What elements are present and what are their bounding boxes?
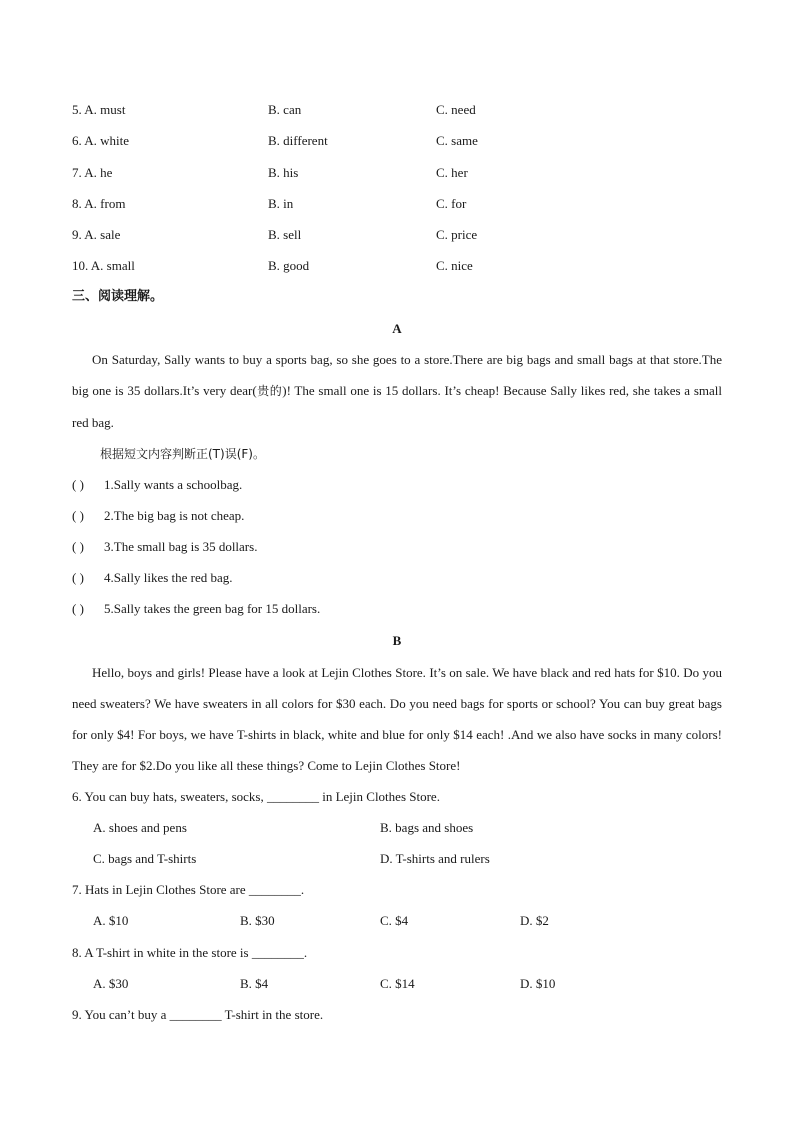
option-b-9: B. sell: [268, 227, 302, 242]
tf-item-text: 1.Sally wants a schoolbag.: [104, 477, 243, 492]
option-c-8: C. for: [436, 196, 467, 211]
question-option[interactable]: B. $30: [240, 913, 275, 928]
answer-blank[interactable]: ( ): [72, 570, 84, 585]
option-a-6: 6. A. white: [72, 133, 130, 148]
question-option[interactable]: C. $4: [380, 913, 409, 928]
answer-blank[interactable]: ( ): [72, 601, 84, 616]
option-a-8: 8. A. from: [72, 196, 126, 211]
answer-blank[interactable]: ( ): [72, 477, 84, 492]
option-b-5: B. can: [268, 102, 302, 117]
tf-item: [72, 476, 242, 494]
option-b-8: B. in: [268, 196, 294, 211]
question-option[interactable]: C. bags and T-shirts: [93, 851, 197, 866]
question-option[interactable]: C. $14: [380, 976, 415, 991]
passage-a-text-part2: )! The small one is 15 dollars. It’s cheap! Because Sally likes red, she takes a small red bag.: [72, 383, 722, 430]
section-heading: 三、阅读理解。: [72, 289, 164, 304]
question-stem: 6. You can buy hats, sweaters, socks, ________ in Lejin Clothes Store.: [72, 789, 440, 804]
option-c-7: C. her: [436, 165, 468, 180]
question-option[interactable]: B. $4: [240, 976, 269, 991]
passage-b-text: [72, 657, 722, 781]
option-b-6: B. different: [268, 133, 328, 148]
answer-blank[interactable]: ( ): [72, 539, 84, 554]
tf-item-text: 3.The small bag is 35 dollars.: [104, 539, 258, 554]
question-stem: 7. Hats in Lejin Clothes Store are ________.: [72, 882, 305, 897]
tf-item: [72, 538, 257, 556]
passage-a-text-cn: 贵的: [256, 384, 283, 398]
tf-item-text: 5.Sally takes the green bag for 15 dollars.: [104, 601, 321, 616]
tf-item: [72, 569, 233, 587]
passage-a-text: [72, 344, 722, 438]
option-a-9: 9. A. sale: [72, 227, 121, 242]
passage-a-text-part1: On Saturday, Sally wants to buy a sports bag, so she goes to a store.There are big bags and small bags at that store.The big one is 35 dollars.It’s very dear(: [72, 352, 722, 398]
option-a-7: 7. A. he: [72, 165, 113, 180]
question-stem: 8. A T-shirt in white in the store is ________.: [72, 945, 308, 960]
passage-a-label: A: [392, 321, 402, 336]
question-option[interactable]: D. $10: [520, 976, 556, 991]
tf-item-text: 2.The big bag is not cheap.: [104, 508, 245, 523]
question-option[interactable]: A. $10: [93, 913, 129, 928]
question-option[interactable]: D. $2: [520, 913, 549, 928]
option-c-10: C. nice: [436, 258, 473, 273]
tf-instruction: 根据短文内容判断正(T)误(F)。: [100, 447, 265, 461]
passage-b-label: B: [392, 633, 402, 648]
option-c-5: C. need: [436, 102, 476, 117]
question-option[interactable]: A. shoes and pens: [93, 820, 187, 835]
option-b-10: B. good: [268, 258, 310, 273]
question-option[interactable]: A. $30: [93, 976, 129, 991]
option-a-10: 10. A. small: [72, 258, 135, 273]
option-c-6: C. same: [436, 133, 478, 148]
answer-blank[interactable]: ( ): [72, 508, 84, 523]
tf-item-text: 4.Sally likes the red bag.: [104, 570, 233, 585]
tf-item: [72, 600, 320, 618]
option-b-7: B. his: [268, 165, 299, 180]
passage-b-body: Hello, boys and girls! Please have a look at Lejin Clothes Store. It’s on sale. We have black and red hats for $10. Do you need sweaters? We have sweaters in all colors for $30 each. Do you need bags for sports or school? You can buy great bags for only $4! For boys, we have T-shirts in black, white and blue for only $14 each! .And we also have socks in many colors! They are for $2.Do you like all these things? Come to Lejin Clothes Store!: [72, 665, 722, 773]
question-option[interactable]: D. T-shirts and rulers: [380, 851, 490, 866]
option-c-9: C. price: [436, 227, 478, 242]
question-option[interactable]: B. bags and shoes: [380, 820, 474, 835]
question-stem: 9. You can’t buy a ________ T-shirt in the store.: [72, 1007, 324, 1022]
option-a-5: 5. A. must: [72, 102, 126, 117]
tf-item: [72, 507, 244, 525]
